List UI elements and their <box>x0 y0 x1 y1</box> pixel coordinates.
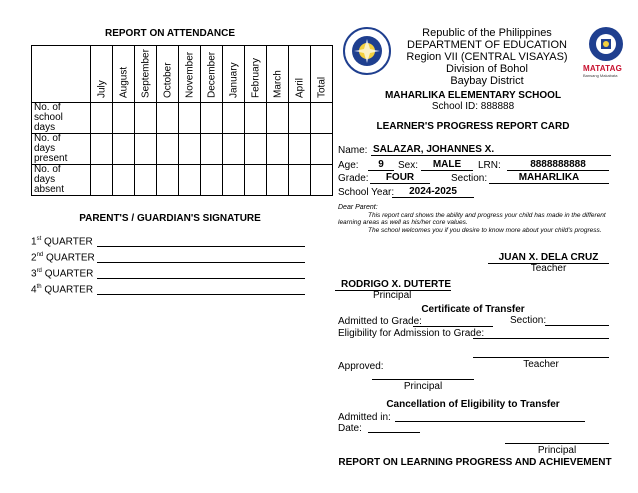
row-school-days <box>32 103 333 134</box>
month-march: March <box>267 46 289 103</box>
header-deped: DEPARTMENT OF EDUCATION <box>407 39 567 51</box>
cancellation-principal-line[interactable] <box>505 443 609 444</box>
deped-logo-icon <box>588 26 624 62</box>
transfer-section-label: Section: <box>510 315 547 326</box>
attendance-header-row <box>32 46 333 103</box>
header-block <box>393 27 581 87</box>
sex-field[interactable]: MALE <box>421 159 473 171</box>
row-days-present <box>32 134 333 165</box>
age-label: Age: <box>338 160 359 171</box>
month-april: April <box>289 46 311 103</box>
admitted-to-grade-line[interactable] <box>413 326 493 327</box>
footer-title: REPORT ON LEARNING PROGRESS AND ACHIEVEMENT <box>338 457 612 468</box>
month-february: February <box>245 46 267 103</box>
month-october: October <box>157 46 179 103</box>
principal-role: Principal <box>373 290 412 301</box>
grade-field[interactable]: FOUR <box>370 172 430 184</box>
grade-label: Grade: <box>338 173 369 184</box>
matatag-subtitle: Bansang Makabata <box>583 73 618 78</box>
letter-p2: The school welcomes you if you desire to know more about your child's progress. <box>368 227 602 234</box>
eligibility-line[interactable] <box>473 338 609 339</box>
quarter-2-label: 2nd QUARTER <box>31 252 95 264</box>
lrn-label: LRN: <box>478 160 501 171</box>
school-name: MAHARLIKA ELEMENTARY SCHOOL <box>384 90 562 101</box>
quarter-4-label: 4th QUARTER <box>31 284 94 296</box>
month-january: January <box>223 46 245 103</box>
month-december: December <box>201 46 223 103</box>
month-august: August <box>113 46 135 103</box>
admitted-to-grade-label: Admitted to Grade: <box>338 316 422 327</box>
section-label: Section: <box>451 173 488 184</box>
transfer-principal-line[interactable] <box>372 379 474 380</box>
quarter-2-signature-line[interactable] <box>97 262 305 263</box>
quarter-3-label: 3rd QUARTER <box>31 268 94 280</box>
cancellation-principal-role: Principal <box>537 445 577 456</box>
attendance-title: REPORT ON ATTENDANCE <box>105 28 235 39</box>
age-field[interactable]: 9 <box>368 159 394 171</box>
card-title: LEARNER'S PROGRESS REPORT CARD <box>376 121 570 132</box>
transfer-title: Certificate of Transfer <box>421 304 525 315</box>
header-republic: Republic of the Philippines <box>422 27 552 39</box>
signature-title: PARENT'S / GUARDIAN'S SIGNATURE <box>79 213 261 224</box>
header-district: Baybay District <box>450 75 524 87</box>
approved-label: Approved: <box>338 361 384 372</box>
school-id: School ID: 888888 <box>431 101 515 112</box>
lrn-field[interactable]: 8888888888 <box>507 159 609 171</box>
date-line[interactable] <box>368 432 420 433</box>
school-year-field[interactable]: 2024-2025 <box>392 186 474 198</box>
row-label-days-present: No. of days present <box>32 134 91 165</box>
eligibility-label: Eligibility for Admission to Grade: <box>338 328 485 339</box>
section-field[interactable]: MAHARLIKA <box>489 172 609 184</box>
row-label-days-absent: No. of days absent <box>32 165 91 196</box>
deped-seal-icon <box>343 27 391 75</box>
principal-name: RODRIGO X. DUTERTE <box>335 279 451 291</box>
letter-p1a: This report card shows the ability and progress your child has made in the different <box>368 212 606 219</box>
month-total: Total <box>311 46 333 103</box>
school-year-label: School Year: <box>338 187 395 198</box>
name-label: Name: <box>338 145 368 156</box>
date-label: Date: <box>338 423 362 434</box>
header-division: Division of Bohol <box>446 63 528 75</box>
month-july: July <box>91 46 113 103</box>
letter-salutation: Dear Parent: <box>338 204 378 211</box>
month-september: September <box>135 46 157 103</box>
attendance-table <box>31 45 333 196</box>
admitted-in-label: Admitted in: <box>338 412 391 423</box>
quarter-1-label: 1st QUARTER <box>31 236 93 248</box>
transfer-teacher-line[interactable] <box>473 357 609 358</box>
quarter-3-signature-line[interactable] <box>97 278 305 279</box>
cancellation-title: Cancellation of Eligibility to Transfer <box>386 399 560 410</box>
admitted-in-line[interactable] <box>395 421 585 422</box>
letter-p1b: learning areas as well as his/her core values. <box>338 219 468 226</box>
month-november: November <box>179 46 201 103</box>
teacher-name: JUAN X. DELA CRUZ <box>488 252 609 264</box>
transfer-principal-role: Principal <box>403 381 443 392</box>
quarter-4-signature-line[interactable] <box>97 294 305 295</box>
transfer-section-line[interactable] <box>545 325 609 326</box>
transfer-teacher-role: Teacher <box>523 359 559 370</box>
row-days-absent <box>32 165 333 196</box>
quarter-1-signature-line[interactable] <box>97 246 305 247</box>
matatag-logo: MATATAG <box>583 64 623 73</box>
sex-label: Sex: <box>398 160 419 171</box>
name-field[interactable]: SALAZAR, JOHANNES X. <box>371 144 611 156</box>
header-region: Region VII (CENTRAL VISAYAS) <box>406 51 568 63</box>
teacher-role: Teacher <box>530 263 567 274</box>
row-label-school-days: No. of school days <box>32 103 91 134</box>
